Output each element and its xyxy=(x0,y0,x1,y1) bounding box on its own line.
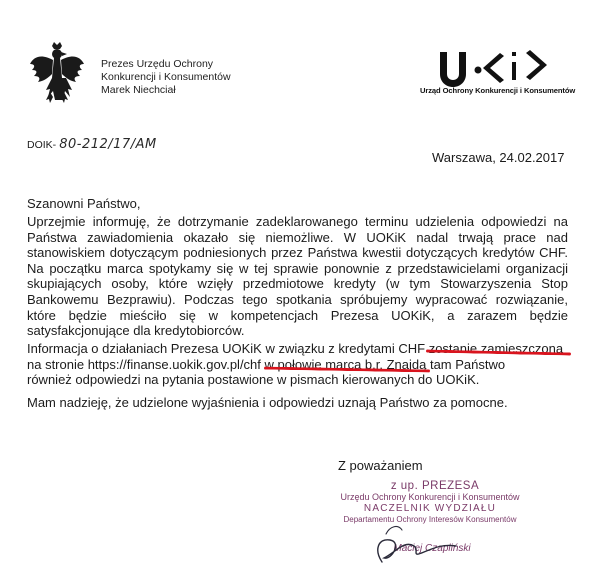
paragraph-line: które będzie mieściło się w kompetencjach Prezesa UOKiK, a zarazem będzie xyxy=(27,307,568,323)
paragraph-2 xyxy=(27,341,568,388)
paragraph-line: Na początku marca spotykamy się w tej sprawie ponownie z przedstawicielami organizacji xyxy=(27,260,568,276)
paragraph-line: stanowiskiem dotyczącym podniesionych przez Państwa kwestii dotyczących kredytów CHF. xyxy=(27,245,568,261)
reference-prefix: DOIK- xyxy=(27,139,57,151)
paragraph-line: Informacja o działaniach Prezesa UOKiK w związku z kredytami CHF zostanie zamieszczona xyxy=(27,341,564,356)
paragraph-line: na stronie https://finanse.uokik.gov.pl/chf w połowie marca b.r. Znajdą tam Państwo xyxy=(27,356,506,372)
sender-name: Marek Niechciał xyxy=(101,84,176,96)
stamp-line: NACZELNIK WYDZIAŁU xyxy=(363,503,497,514)
paragraph-3: Mam nadzieję, że udzielone wyjaśnienia i odpowiedzi uznają Państwo za pomocne. xyxy=(27,395,508,410)
closing: Z poważaniem xyxy=(338,458,423,473)
paragraph-line: Bankowemu Bezprawiu). Podczas tego spotkania spróbujemy wypracować rozwiązanie, xyxy=(27,291,568,307)
sender-line: Prezes Urzędu Ochrony xyxy=(101,58,214,70)
uokik-logo xyxy=(428,48,578,108)
paragraph-line: Państwa zawiadomienia okazało się niemożliwe. W UOKiK nadal trwają prace nad xyxy=(27,229,568,245)
letter-date: Warszawa, 24.02.2017 xyxy=(432,150,565,165)
handwritten-signature xyxy=(344,500,484,570)
stamp-signer: Maciej Czapliński xyxy=(393,543,471,554)
sender-block xyxy=(101,58,231,97)
stamp-line: Urzędu Ochrony Konkurencji i Konsumentów xyxy=(340,492,520,502)
stamp-line: Departamentu Ochrony Interesów Konsumentów xyxy=(343,515,517,524)
paragraph-line: satysfakcjonujące dla kredytobiorców. xyxy=(27,323,245,339)
paragraph-line: również odpowiedzi na pytania postawione w pismach kierowanych do UOKiK. xyxy=(27,372,480,388)
reference-handwritten: 80-212/17/AM xyxy=(59,137,157,152)
salutation: Szanowni Państwo, xyxy=(27,196,141,211)
reference-number xyxy=(27,137,157,152)
stamp-line: z up. PREZESA xyxy=(390,480,480,492)
paragraph-1 xyxy=(27,214,568,339)
sender-line: Konkurencji i Konsumentów xyxy=(101,71,231,83)
paragraph-line: Uprzejmie informuję, że dotrzymanie zadeklarowanego terminu udzielenia odpowiedzi na xyxy=(27,214,568,229)
polish-eagle-emblem-icon xyxy=(28,40,86,108)
logo-subtitle: Urząd Ochrony Konkurencji i Konsumentów xyxy=(420,86,576,95)
paragraph-line: skupiających osoby, które wzięły przedmiotowe kredyty (w tym Stowarzyszenia Stop xyxy=(27,276,568,292)
